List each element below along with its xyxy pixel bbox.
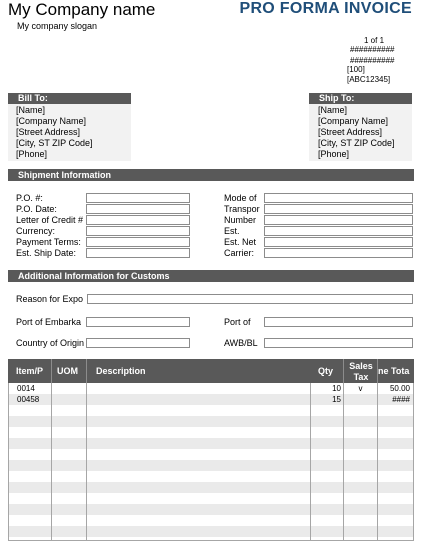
column-divider — [343, 383, 344, 540]
col-uom-header: UOM — [57, 366, 78, 376]
column-divider — [310, 383, 311, 540]
currency-field[interactable] — [86, 226, 190, 236]
number-field[interactable] — [264, 215, 413, 225]
column-divider — [377, 383, 378, 540]
country-of-origin-field[interactable] — [86, 338, 190, 348]
port-of-label: Port of — [224, 317, 251, 327]
row2-qty[interactable]: 15 — [332, 395, 341, 404]
reason-for-export-label: Reason for Expo — [16, 294, 84, 304]
company-slogan: My company slogan — [17, 21, 98, 31]
table-row — [8, 482, 414, 493]
row2-item[interactable]: 00458 — [17, 395, 40, 404]
letter-of-credit-field[interactable] — [86, 215, 190, 225]
invoice-date-value: ########## — [350, 45, 395, 54]
table-row — [8, 438, 414, 449]
country-of-origin-label: Country of Origin — [16, 338, 85, 348]
bill-to-name: [Name] — [16, 105, 46, 115]
table-row — [8, 515, 414, 526]
table-row — [8, 416, 414, 427]
est-label: Est. — [224, 226, 240, 236]
awb-bl-field[interactable] — [264, 338, 413, 348]
column-divider — [51, 383, 52, 540]
table-row — [8, 427, 414, 438]
customer-id-value: [100] — [347, 65, 365, 74]
table-row — [8, 405, 414, 416]
row2-line-total[interactable]: #### — [392, 395, 410, 404]
table-row — [8, 449, 414, 460]
table-border — [8, 383, 9, 540]
ship-to-company: [Company Name] — [318, 116, 389, 126]
table-row — [8, 526, 414, 537]
col-item-header: Item/P — [16, 366, 44, 376]
bill-to-company: [Company Name] — [16, 116, 87, 126]
col-description-header: Description — [96, 366, 146, 376]
header-divider — [51, 359, 52, 383]
po-number-field[interactable] — [86, 193, 190, 203]
ship-to-header: Ship To: — [309, 93, 412, 104]
bill-to-header: Bill To: — [8, 93, 131, 104]
header-divider — [343, 359, 344, 383]
page-count: 1 of 1 — [364, 36, 385, 45]
customs-info-header: Additional Information for Customs — [8, 270, 414, 282]
est-field[interactable] — [264, 226, 413, 236]
transport-field[interactable] — [264, 204, 413, 214]
carrier-label: Carrier: — [224, 248, 255, 258]
col-sales-tax-header-line2: Tax — [353, 372, 369, 382]
awb-bl-label: AWB/BL — [224, 338, 258, 348]
column-divider — [86, 383, 87, 540]
header-divider — [377, 359, 378, 383]
est-net-field[interactable] — [264, 237, 413, 247]
est-ship-date-label: Est. Ship Date: — [16, 248, 77, 258]
invoice-number-value: [ABC12345] — [347, 75, 391, 84]
po-date-label: P.O. Date: — [16, 204, 57, 214]
port-of-field[interactable] — [264, 317, 413, 327]
currency-label: Currency: — [16, 226, 56, 236]
ship-to-street: [Street Address] — [318, 127, 383, 137]
due-date-value: ########## — [350, 56, 395, 65]
row1-tax[interactable]: v — [358, 384, 363, 393]
carrier-field[interactable] — [264, 248, 413, 258]
table-border — [413, 383, 414, 540]
table-bottom-border — [8, 540, 414, 541]
ship-to-name: [Name] — [318, 105, 348, 115]
port-of-embarkation-label: Port of Embarka — [16, 317, 82, 327]
po-date-field[interactable] — [86, 204, 190, 214]
bill-to-phone: [Phone] — [16, 149, 48, 159]
payment-terms-field[interactable] — [86, 237, 190, 247]
row1-item[interactable]: 0014 — [17, 384, 35, 393]
mode-of-transport-field[interactable] — [264, 193, 413, 203]
po-number-label: P.O. #: — [16, 193, 43, 203]
est-net-label: Est. Net — [224, 237, 257, 247]
col-qty-header: Qty — [318, 366, 334, 376]
header-divider — [86, 359, 87, 383]
table-row — [8, 394, 414, 405]
col-sales-tax-header-line1: Sales — [349, 361, 373, 371]
est-ship-date-field[interactable] — [86, 248, 190, 258]
table-row — [8, 504, 414, 515]
col-line-total-header: ne Tota — [378, 366, 410, 376]
bill-to-city: [City, ST ZIP Code] — [16, 138, 93, 148]
document-title: PRO FORMA INVOICE — [239, 0, 412, 17]
bill-to-street: [Street Address] — [16, 127, 81, 137]
port-of-embarkation-field[interactable] — [86, 317, 190, 327]
letter-of-credit-label: Letter of Credit # — [16, 215, 84, 225]
shipment-info-header: Shipment Information — [8, 169, 414, 181]
mode-of-label: Mode of — [224, 193, 257, 203]
payment-terms-label: Payment Terms: — [16, 237, 81, 247]
ship-to-city: [City, ST ZIP Code] — [318, 138, 395, 148]
number-label: Number — [224, 215, 257, 225]
company-name: My Company name — [8, 0, 156, 19]
reason-for-export-field[interactable] — [87, 294, 413, 304]
transport-label: Transpor — [224, 204, 260, 214]
row1-line-total[interactable]: 50.00 — [389, 384, 410, 393]
ship-to-phone: [Phone] — [318, 149, 350, 159]
table-row — [8, 493, 414, 504]
table-row — [8, 471, 414, 482]
row1-qty[interactable]: 10 — [332, 384, 341, 393]
table-row — [8, 460, 414, 471]
